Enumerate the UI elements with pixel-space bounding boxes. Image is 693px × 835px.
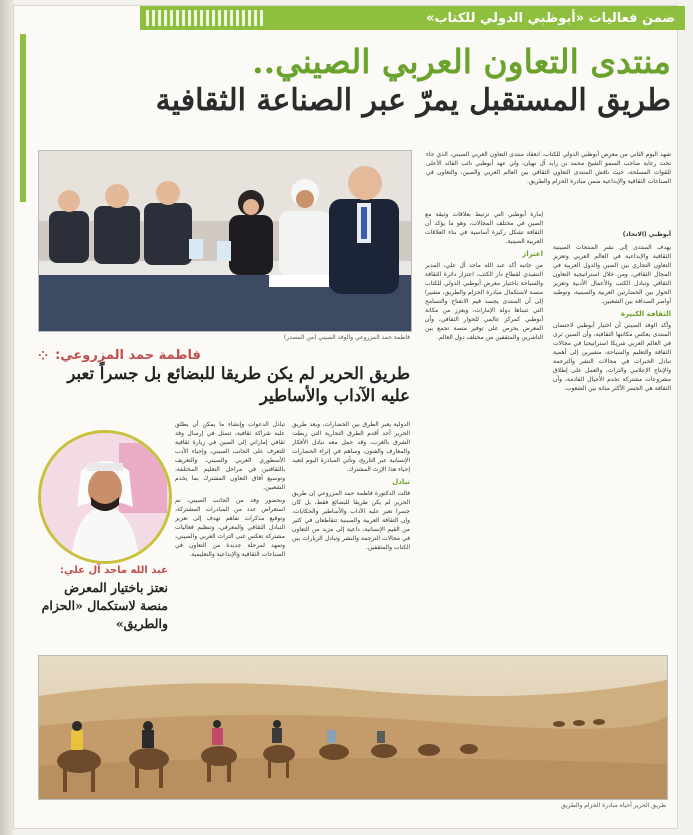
middle-column — [425, 210, 543, 650]
green-rule — [20, 34, 26, 202]
left-body: الدولية يعبر الطرق بين الحضارات، ويعد طريق الحرير أحد أقدم الطرق التجارية التي ربطت الشرق بالغرب، وقد حمل معه تبادل الأفكار والمعارف والفنون، وساهم في إثراء الحضارات الإنسانية عبر التاريخ، وتأتي المبادرة اليوم لتعيد إحياء هذا الإرث المشترك. — [292, 421, 410, 473]
headline — [111, 42, 671, 120]
conference-photo-caption: فاطمة حمد المزروعي والوفد الصيني (من المصدر) — [283, 334, 410, 341]
camel-caravan-photo — [38, 655, 668, 800]
right-column — [553, 230, 671, 650]
pull-quote-speaker-row — [38, 348, 410, 363]
right-body: يهدف المنتدى إلى نشر المنتجات الصينية الثقافية والإبداعية في العالم العربي وتعزيز التعاون التجاري بين الصين والدول العربية في المجال الثقافي، ومن خلال استراتيجية التعاون الثقافي وتبادل الكتب والأعمال الأدبية وتعزيز الحوار بين الحضارتين العربية والصينية، وتوطيد أواصر الصداقة بين الشعبين. — [553, 244, 671, 305]
right-body-2: وأكد الوفد الصيني أن اختيار أبوظبي لاحتضان المنتدى يعكس مكانتها الثقافية، وأن الصين ترى في العالم العربي شريكا استراتيجيا في مجالات الثقافة والتعليم والسياحة، مشيرين إلى أهمية تبادل الخبرات في مجالات النشر والترجمة والإنتاج الإعلامي والتراث، والعمل على إطلاق مشروعات مشتركة تخدم الأجيال القادمة، وأن الثقافة هي الجسر الأكثر متانة بين الشعوب. — [553, 322, 671, 392]
left-subheading: تبادل — [392, 478, 410, 486]
camel-photo-caption: طريق الحرير أحياه مبادرة الحزام والطريق — [560, 802, 666, 809]
middle-subheading: اعتزاز — [522, 250, 543, 258]
intro-text: شهد اليوم الثاني من معرض أبوظبي الدولي للكتاب، انعقاد منتدى التعاون العربي الصيني، الذي جاء تحت رعاية صاحب السمو الشيخ محمد بن زايد آل نهيان، ولي عهد أبوظبي نائب القائد الأعلى للقوات المسلحة، حيث ناقش المنتدى التعاون الثقافي بين العالم العربي والصين، والتعاون في الصناعات الثقافية والإبداعية ضمن مبادرة الحزام والطريق. — [426, 151, 671, 185]
left-body-2: قالت الدكتورة فاطمة حمد المزروعي إن طريق الحرير لم يكن طريقا للبضائع فقط، بل كان جسرا تعبر عليه الآداب والأساطير والحكايات، وإن الثقافة العربية والصينية تتقاطعان في كثير من القيم الإنسانية، داعية إلى مزيد من التعاون في مجالات الترجمة والنشر وتبادل الزيارات بين الكتاب والمثقفين. — [292, 490, 410, 551]
dateline: أبوظبي (الاتحاد) — [622, 231, 671, 238]
headline-line-2: طريق المستقبل يمرّ عبر الصناعة الثقافية — [155, 83, 671, 118]
left-body-4: وبحضور وفد من الجانب الصيني، تم استعراض عدد من المبادرات المشتركة، وتوقيع مذكرات تفاهم تهدف إلى تعزيز التبادل الثقافي والمعرفي، وتنظيم فعاليات مشتركة تعكس غنى التراث العربي والصيني، وتمهد لمرحلة جديدة من التعاون في الصناعات الثقافية والإبداعية والتعليمية. — [175, 497, 285, 558]
conference-photo — [38, 150, 412, 332]
camel-caravan-image — [39, 656, 667, 799]
left-column-1 — [175, 420, 285, 650]
section-label: ضمن فعاليات «أبوظبي الدولي للكتاب» — [426, 10, 675, 26]
pull-quote-text: طريق الحرير لم يكن طريقا للبضائع بل جسراً تعبر عليه الآداب والأساطير — [67, 364, 410, 405]
middle-intro: إمارة أبوظبي التي ترتبط بعلاقات وثيقة مع الصين في مختلف المجالات، وهو ما يؤكد أن الثقافة تشكل ركيزة أساسية في بناء العلاقات العربية الصينية. — [425, 211, 543, 245]
left-body-3: تبادل الدعوات وإنشاء ما يمكن أن يطلق عليه شراكة ثقافية، تتمثل في إرسال وفد ثقافي إماراتي إلى الصين في زيارة ثقافية للتعرف على الجانب الصيني، وإحياء الأدب الأسطوري العربي والصيني، والتعريف بالثقافتين في مراحل التعليم المختلفة، وتوسيع آفاق التعاون المشترك بما يخدم الشعبين. — [175, 421, 285, 491]
decorative-stripes — [140, 6, 286, 30]
side-quote-speaker: عبد الله ماجد آل علي: — [59, 565, 168, 576]
headline-line-1: منتدى التعاون العربي الصيني.. — [252, 42, 671, 81]
left-column-2 — [292, 420, 410, 650]
intro-paragraph — [426, 150, 671, 202]
middle-body: من جانبه أكد عبد الله ماجد آل علي، المدير التنفيذي لقطاع دار الكتب، اعتزاز دائرة الثقافة والسياحة باختيار معرض أبوظبي الدولي للكتاب منصة لاستكمال مبادرة الحزام والطريق، مشيرا إلى أن المنتدى يجسد قيم الانفتاح والتسامح التي تتبناها دولة الإمارات، ويعزز من مكانة أبوظبي كمركز عالمي للحوار الثقافي، وأن المعرض يحرص على توفير منصة تجمع بين الناشرين والمثقفين من مختلف دول العالم. — [425, 262, 543, 341]
dots-icon: ⁘ — [38, 348, 50, 363]
pull-quote-speaker: فاطمة حمد المزروعي: — [55, 348, 201, 363]
page-spine-shadow — [0, 0, 14, 835]
speaker-portrait — [38, 430, 172, 564]
conference-photo-image — [39, 151, 411, 331]
side-quote — [36, 565, 168, 633]
pull-quote — [38, 348, 410, 407]
right-subheading: الثقافة الكبيرة — [620, 310, 671, 318]
side-quote-text: نعتز باختيار المعرض منصة لاستكمال «الحزام والطريق» — [41, 580, 168, 631]
speaker-portrait-image — [41, 433, 169, 561]
